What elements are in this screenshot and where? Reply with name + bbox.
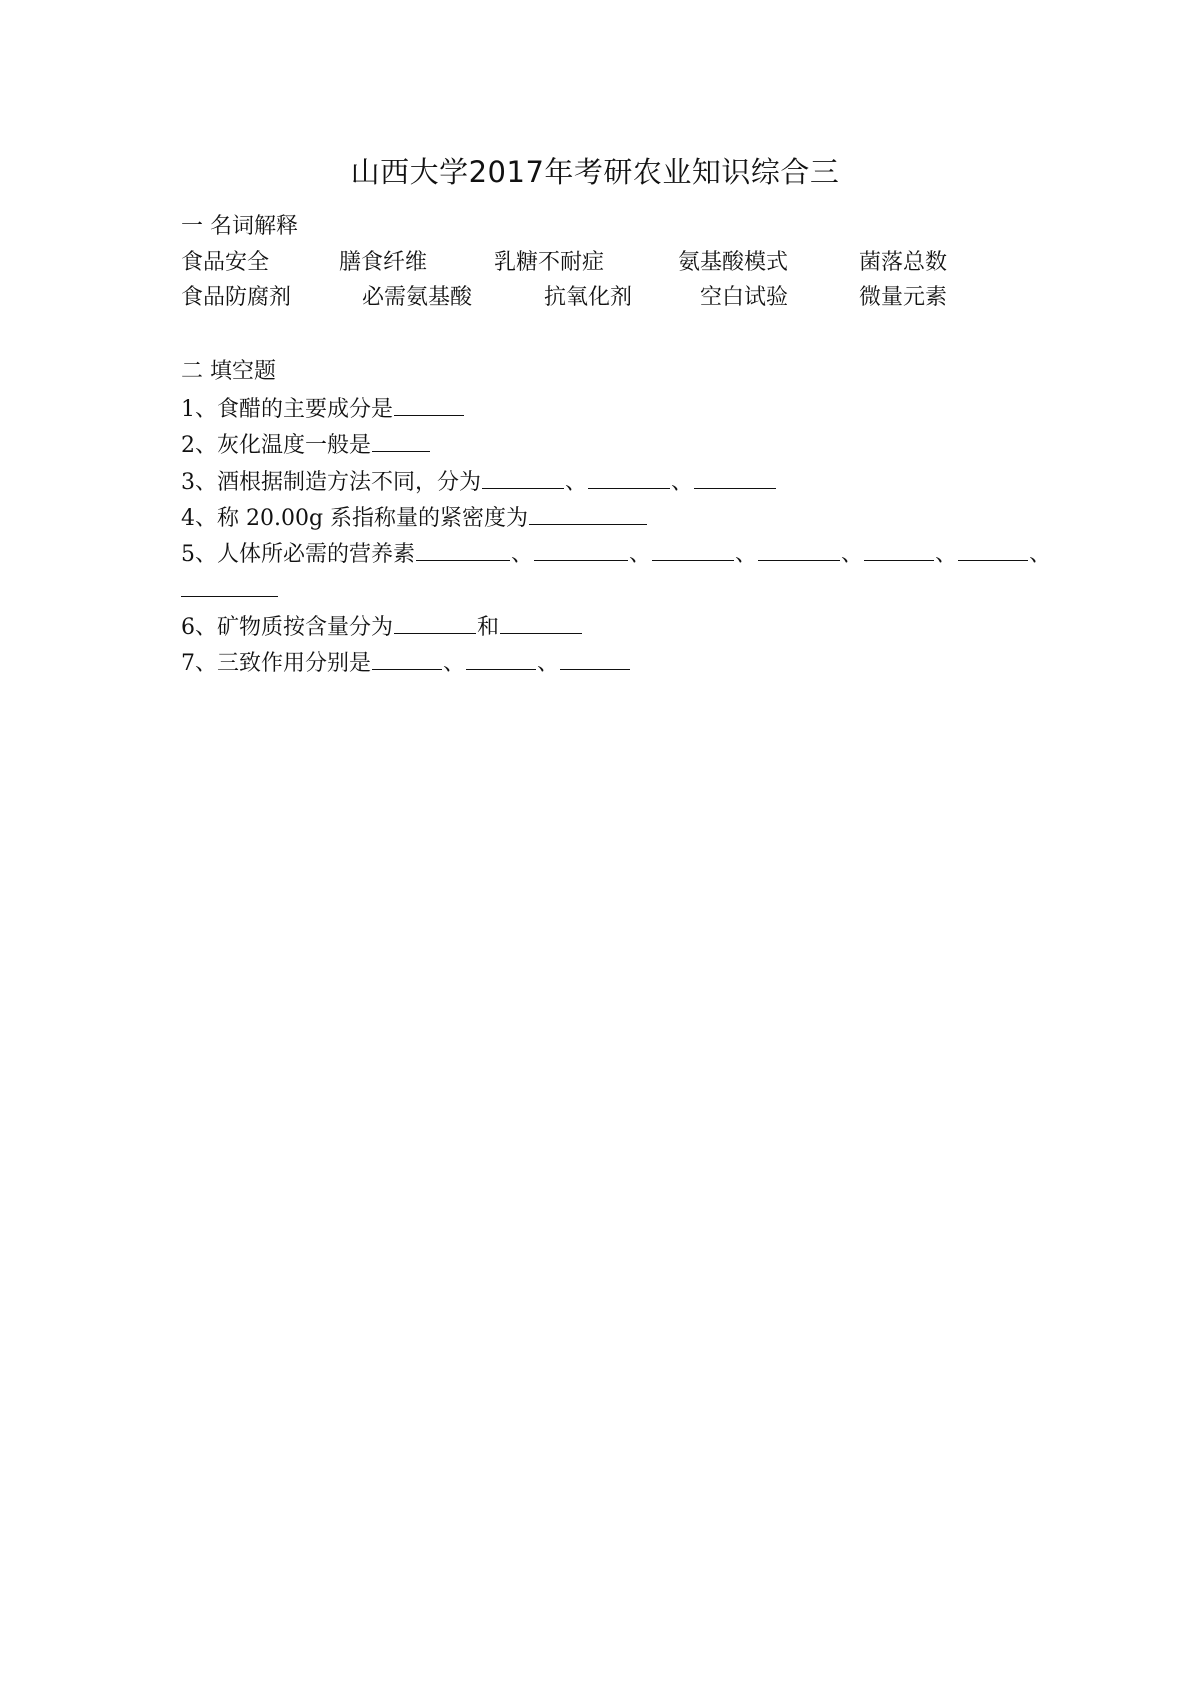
question-6	[181, 611, 583, 643]
answer-blank[interactable]	[560, 647, 630, 670]
separator: 、	[629, 542, 652, 567]
term: 抗氧化剂	[544, 285, 633, 310]
question-5	[181, 538, 1051, 570]
section-2-heading: 二 填空题	[181, 359, 276, 384]
term: 空白试验	[700, 285, 789, 310]
page-title: 山西大学2017年考研农业知识综合三	[350, 155, 840, 189]
answer-blank[interactable]	[500, 611, 582, 634]
question-3	[181, 466, 777, 498]
answer-blank[interactable]	[534, 538, 628, 561]
term: 氨基酸模式	[678, 250, 789, 275]
question-4	[181, 502, 648, 534]
term: 菌落总数	[859, 250, 948, 275]
question-text: 5、人体所必需的营养素	[181, 542, 415, 567]
separator: 、	[443, 651, 466, 676]
separator: 、	[735, 542, 758, 567]
answer-blank[interactable]	[466, 647, 536, 670]
conjunction: 和	[477, 615, 500, 640]
answer-blank[interactable]	[529, 502, 647, 525]
answer-blank[interactable]	[372, 429, 430, 452]
answer-blank[interactable]	[394, 393, 464, 416]
question-text: 4、称 20.00g 系指称量的紧密度为	[181, 506, 529, 531]
separator: 、	[565, 470, 588, 495]
separator: 、	[537, 651, 560, 676]
question-text: 2、灰化温度一般是	[181, 433, 371, 458]
question-text: 1、食醋的主要成分是	[181, 397, 393, 422]
question-2	[181, 429, 431, 461]
question-text: 6、矿物质按含量分为	[181, 615, 393, 640]
answer-blank[interactable]	[372, 647, 442, 670]
term: 必需氨基酸	[362, 285, 473, 310]
separator: 、	[671, 470, 694, 495]
answer-blank[interactable]	[958, 538, 1028, 561]
term: 食品防腐剂	[181, 285, 292, 310]
answer-blank[interactable]	[864, 538, 934, 561]
separator: 、	[935, 542, 958, 567]
answer-blank[interactable]	[588, 466, 670, 489]
answer-blank[interactable]	[694, 466, 776, 489]
separator: 、	[1029, 542, 1052, 567]
term: 微量元素	[859, 285, 948, 310]
answer-blank[interactable]	[416, 538, 510, 561]
term: 乳糖不耐症	[494, 250, 605, 275]
separator: 、	[511, 542, 534, 567]
separator: 、	[841, 542, 864, 567]
term: 食品安全	[181, 250, 270, 275]
section-1-heading: 一 名词解释	[181, 214, 298, 239]
question-text: 7、三致作用分别是	[181, 651, 371, 676]
term: 膳食纤维	[339, 250, 428, 275]
question-5-continuation	[181, 574, 279, 606]
answer-blank[interactable]	[652, 538, 734, 561]
answer-blank[interactable]	[758, 538, 840, 561]
question-7	[181, 647, 631, 679]
question-1	[181, 393, 465, 425]
answer-blank[interactable]	[482, 466, 564, 489]
answer-blank[interactable]	[181, 574, 278, 597]
question-text: 3、酒根据制造方法不同，分为	[181, 470, 481, 495]
answer-blank[interactable]	[394, 611, 476, 634]
